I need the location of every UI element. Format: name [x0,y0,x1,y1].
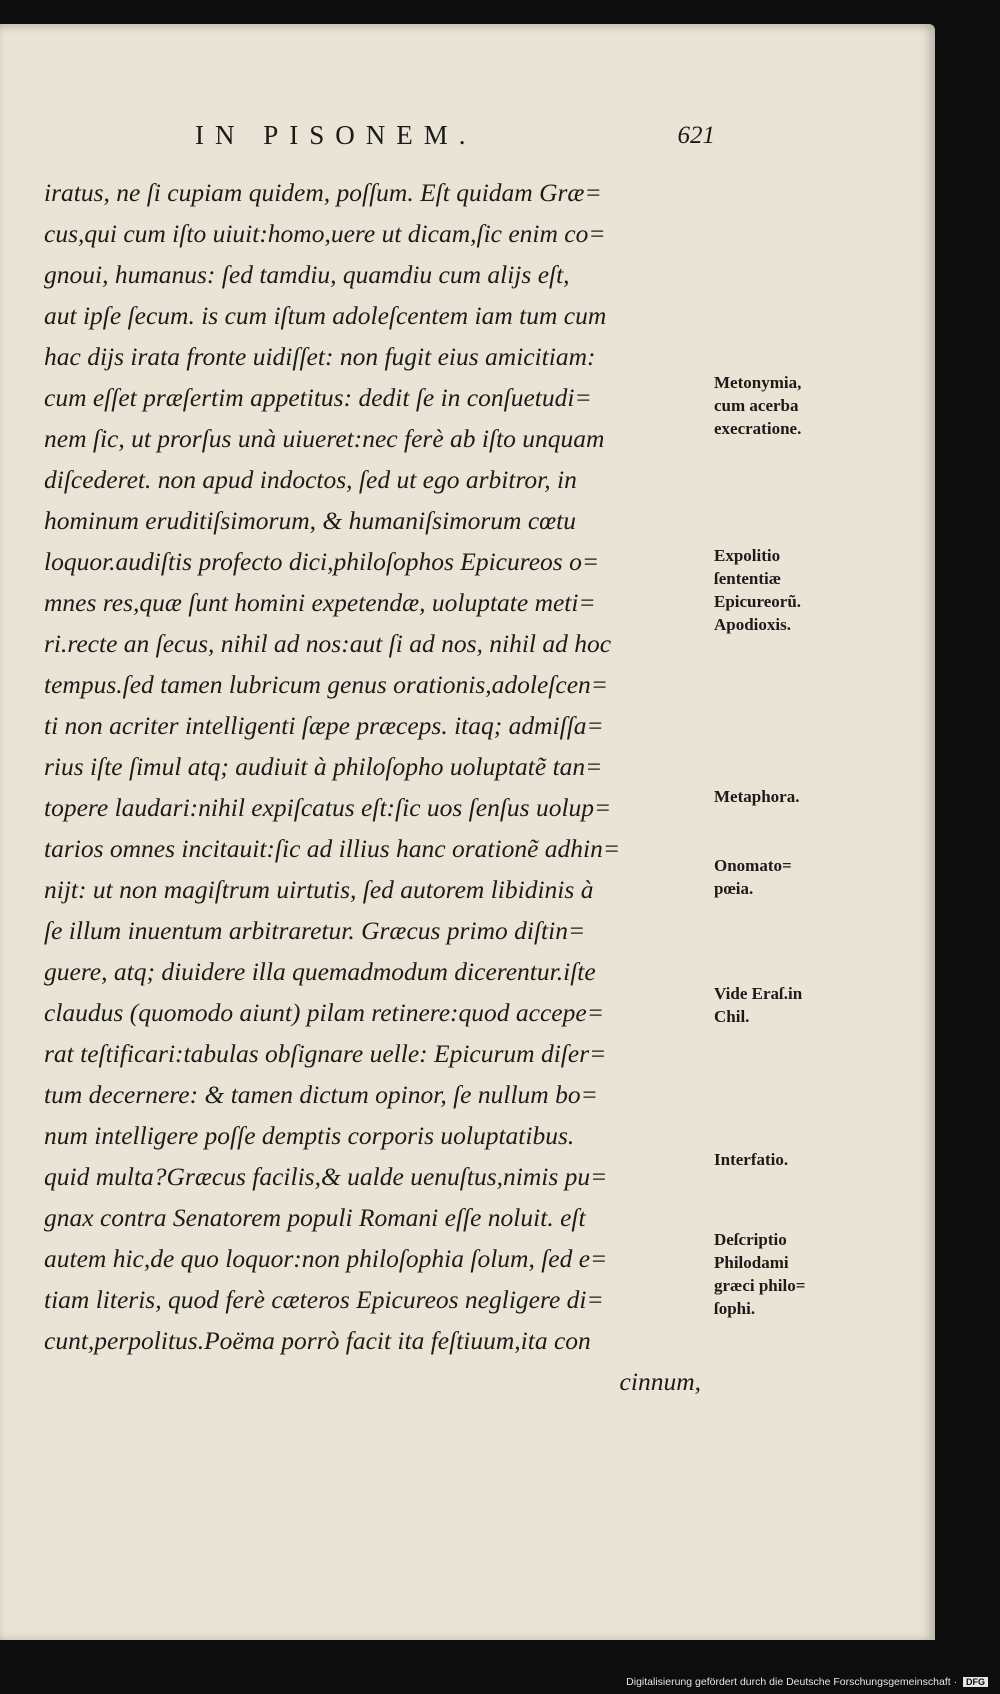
margin-note-line: Metonymia, [714,373,802,392]
text-line: cunt,perpolitus.Poëma porrò facit ita feſtiuum,ita con [44,1326,591,1355]
margin-note-descriptio [714,1228,864,1320]
text-line: tarios omnes incitauit:ſic ad illius hanc orationẽ adhin= [44,834,621,863]
margin-note-vide-erasmus [714,982,864,1028]
text-line: num intelligere poſſe demptis corporis uoluptatibus. [44,1121,575,1150]
margin-note-line: Chil. [714,1007,750,1026]
margin-note-line: pœia. [714,879,754,898]
text-line: autem hic,de quo loquor:non philoſophia ſolum, ſed e= [44,1244,608,1273]
page-header [195,120,715,156]
text-line: ri.recte an ſecus, nihil ad nos:aut ſi ad nos, nihil ad hoc [44,629,612,658]
margin-note-interfatio [714,1148,864,1171]
dfg-logo: DFG [963,1677,988,1687]
text-line: cinnum, [619,1367,701,1396]
text-line: iratus, ne ſi cupiam quidem, poſſum. Eſt quidam Græ= [44,178,602,207]
text-line: tiam literis, quod ferè cæteros Epicureos negligere di= [44,1285,604,1314]
text-line: claudus (quomodo aiunt) pilam retinere:quod accepe= [44,998,604,1027]
text-line: ſe illum inuentum arbitraretur. Græcus primo diſtin= [44,916,586,945]
margin-note-line: Philodami [714,1253,789,1272]
running-title: IN PISONEM. [195,120,477,150]
text-line: cus,qui cum iſto uiuit:homo,uere ut dicam,ſic enim co= [44,219,606,248]
margin-note-metaphora [714,785,864,808]
footer-credit [626,1676,988,1688]
margin-note-line: Deſcriptio [714,1230,787,1249]
text-line: quid multa?Græcus facilis,& ualde uenuſtus,nimis pu= [44,1162,608,1191]
margin-note-line: Onomato= [714,856,792,875]
text-line: aut ipſe ſecum. is cum iſtum adoleſcentem iam tum cum [44,301,607,330]
text-line: rius iſte ſimul atq; audiuit à philoſopho uoluptatẽ tan= [44,752,603,781]
margin-note-line: ſophi. [714,1299,756,1318]
margin-note-line: Apodioxis. [714,615,791,634]
margin-note-line: execratione. [714,419,802,438]
margin-note-line: ſententiæ [714,569,782,588]
page-number: 621 [677,122,715,149]
margin-note-expolitio [714,544,864,636]
text-line: tum decernere: & tamen dictum opinor, ſe nullum bo= [44,1080,598,1109]
text-line: rat teſtificari:tabulas obſignare uelle: Epicurum diſer= [44,1039,607,1068]
margin-note-line: Interfatio. [714,1150,789,1169]
margin-note-line: cum acerba [714,396,799,415]
text-line: diſcederet. non apud indoctos, ſed ut ego arbitror, in [44,465,577,494]
margin-note-metonymia [714,371,864,440]
text-line: mnes res,quæ ſunt homini expetendæ, uoluptate meti= [44,588,596,617]
book-page [0,24,935,1640]
text-line: hominum eruditiſsimorum, & humaniſsimorum cœtu [44,506,576,535]
text-line: nem ſic, ut prorſus unà uiueret:nec ferè ab iſto unquam [44,424,605,453]
text-line: guere, atq; diuidere illa quemadmodum dicerentur.iſte [44,957,596,986]
text-line: cum eſſet præſertim appetitus: dedit ſe in conſuetudi= [44,383,592,412]
text-line: loquor.audiſtis profecto dici,philoſophos Epicureos o= [44,547,600,576]
margin-note-line: græci philo= [714,1276,806,1295]
footer-text: Digitalisierung gefördert durch die Deutsche Forschungsgemeinschaft · [626,1676,958,1688]
margin-note-line: Epicureorũ. [714,592,802,611]
margin-note-onomatopoeia [714,854,864,900]
margin-note-line: Metaphora. [714,787,800,806]
margin-note-line: Vide Eraſ.in [714,984,803,1003]
margin-note-line: Expolitio [714,546,781,565]
text-line: ti non acriter intelligenti ſæpe præceps. itaq; admiſſa= [44,711,604,740]
text-line: topere laudari:nihil expiſcatus eſt:ſic uos ſenſus uolup= [44,793,612,822]
text-line: gnax contra Senatorem populi Romani eſſe noluit. eſt [44,1203,586,1232]
text-line: nijt: ut non magiſtrum uirtutis, ſed autorem libidinis à [44,875,594,904]
text-line: tempus.ſed tamen lubricum genus orationis,adoleſcen= [44,670,608,699]
text-line: hac dijs irata fronte uidiſſet: non fugit eius amicitiam: [44,342,596,371]
text-line: gnoui, humanus: ſed tamdiu, quamdiu cum alijs eſt, [44,260,570,289]
body-text [44,172,709,1402]
